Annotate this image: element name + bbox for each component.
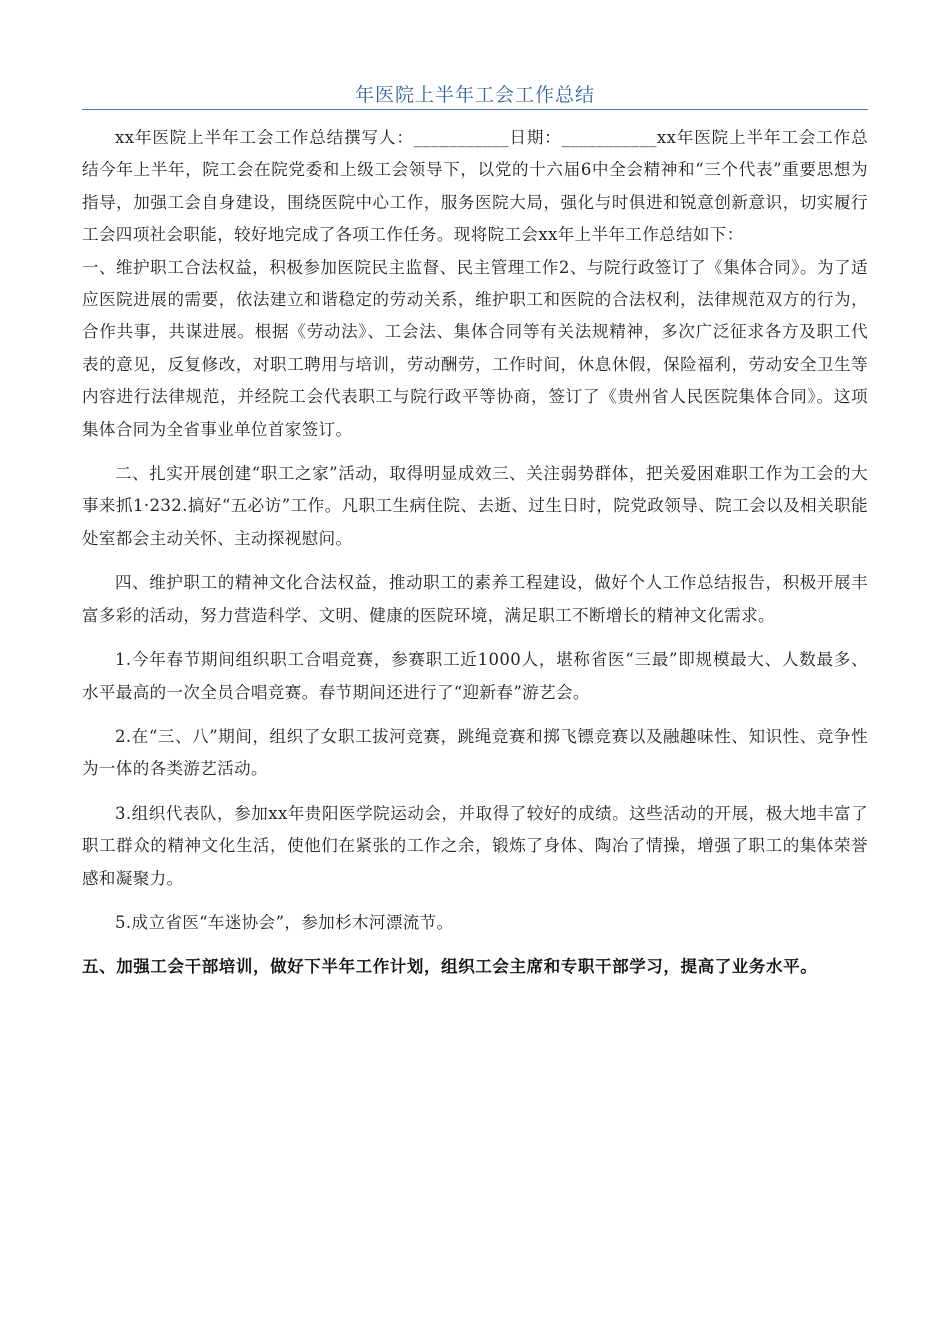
paragraph-section-1: 一、维护职工合法权益，积极参加医院民主监督、民主管理工作2、与院行政签订了《集体合同》。为了适应医院进展的需要，依法建立和谐稳定的劳动关系，维护职工和医院的合法权利，法律规范双方的行为，合作共事，共谋进展。根据《劳动法》、工会法、集体合同等有关法规精神，多次广泛征求各方及职工代表的意见，反复修改，对职工聘用与培训，劳动酬劳，工作时间，休息休假，保险福利，劳动安全卫生等内容进行法律规范，并经院工会代表职工与院行政平等协商，签订了《贵州省人民医院集体合同》。这项集体合同为全省事业单位首家签订。 <box>82 257 868 439</box>
document-body <box>82 122 868 984</box>
document-title: 年医院上半年工会工作总结 <box>354 84 595 106</box>
paragraph-section-2-3: 二、扎实开展创建“职工之家”活动，取得明显成效三、关注弱势群体，把关爱困难职工作为工会的大事来抓1·232.搞好“五必访”工作。凡职工生病住院、去逝、过生日时，院党政领导、院工会以及相关职能处室都会主动关怀、主动探视慰问。 <box>82 464 868 548</box>
paragraph-item-2: 2.在“三、八”期间，组织了女职工拔河竞赛，跳绳竞赛和掷飞镖竞赛以及融趣味性、知识性、竞争性为一体的各类游艺活动。 <box>82 726 868 779</box>
title-underline <box>82 109 868 110</box>
paragraph-section-4: 四、维护职工的精神文化合法权益，推动职工的素养工程建设，做好个人工作总结报告，积极开展丰富多彩的活动，努力营造科学、文明、健康的医院环境，满足职工不断增长的精神文化需求。 <box>82 573 868 625</box>
paragraph-item-1: 1.今年春节期间组织职工合唱竞赛，参赛职工近1000人，堪称省医“三最”即规模最大、人数最多、水平最高的一次全员合唱竞赛。春节期间还进行了“迎新春”游艺会。 <box>82 650 868 702</box>
paragraph-item-3: 3.组织代表队，参加xx年贵阳医学院运动会，并取得了较好的成绩。这些活动的开展，极大地丰富了职工群众的精神文化生活，使他们在紧张的工作之余，锻炼了身体、陶冶了情操，增强了职工的集体荣誉感和凝聚力。 <box>82 803 868 888</box>
paragraph-section-5: 五、加强工会干部培训，做好下半年工作计划，组织工会主席和专职干部学习，提高了业务水平。 <box>82 957 818 977</box>
paragraph-intro: xx年医院上半年工会工作总结撰写人：___________日期：___________xx年医院上半年工会工作总结今年上半年，院工会在院党委和上级工会领导下，以党的十六届6中全会精神和“三个代表”重要思想为指导，加强工会自身建设，围绕医院中心工作，服务医院大局，强化与时俱进和锐意创新意识，切实履行工会四项社会职能，较好地完成了各项工作任务。现将院工会xx年上半年工作总结如下： <box>82 128 868 245</box>
paragraph-item-5: 5.成立省医“车迷协会”，参加杉木河漂流节。 <box>115 912 454 932</box>
